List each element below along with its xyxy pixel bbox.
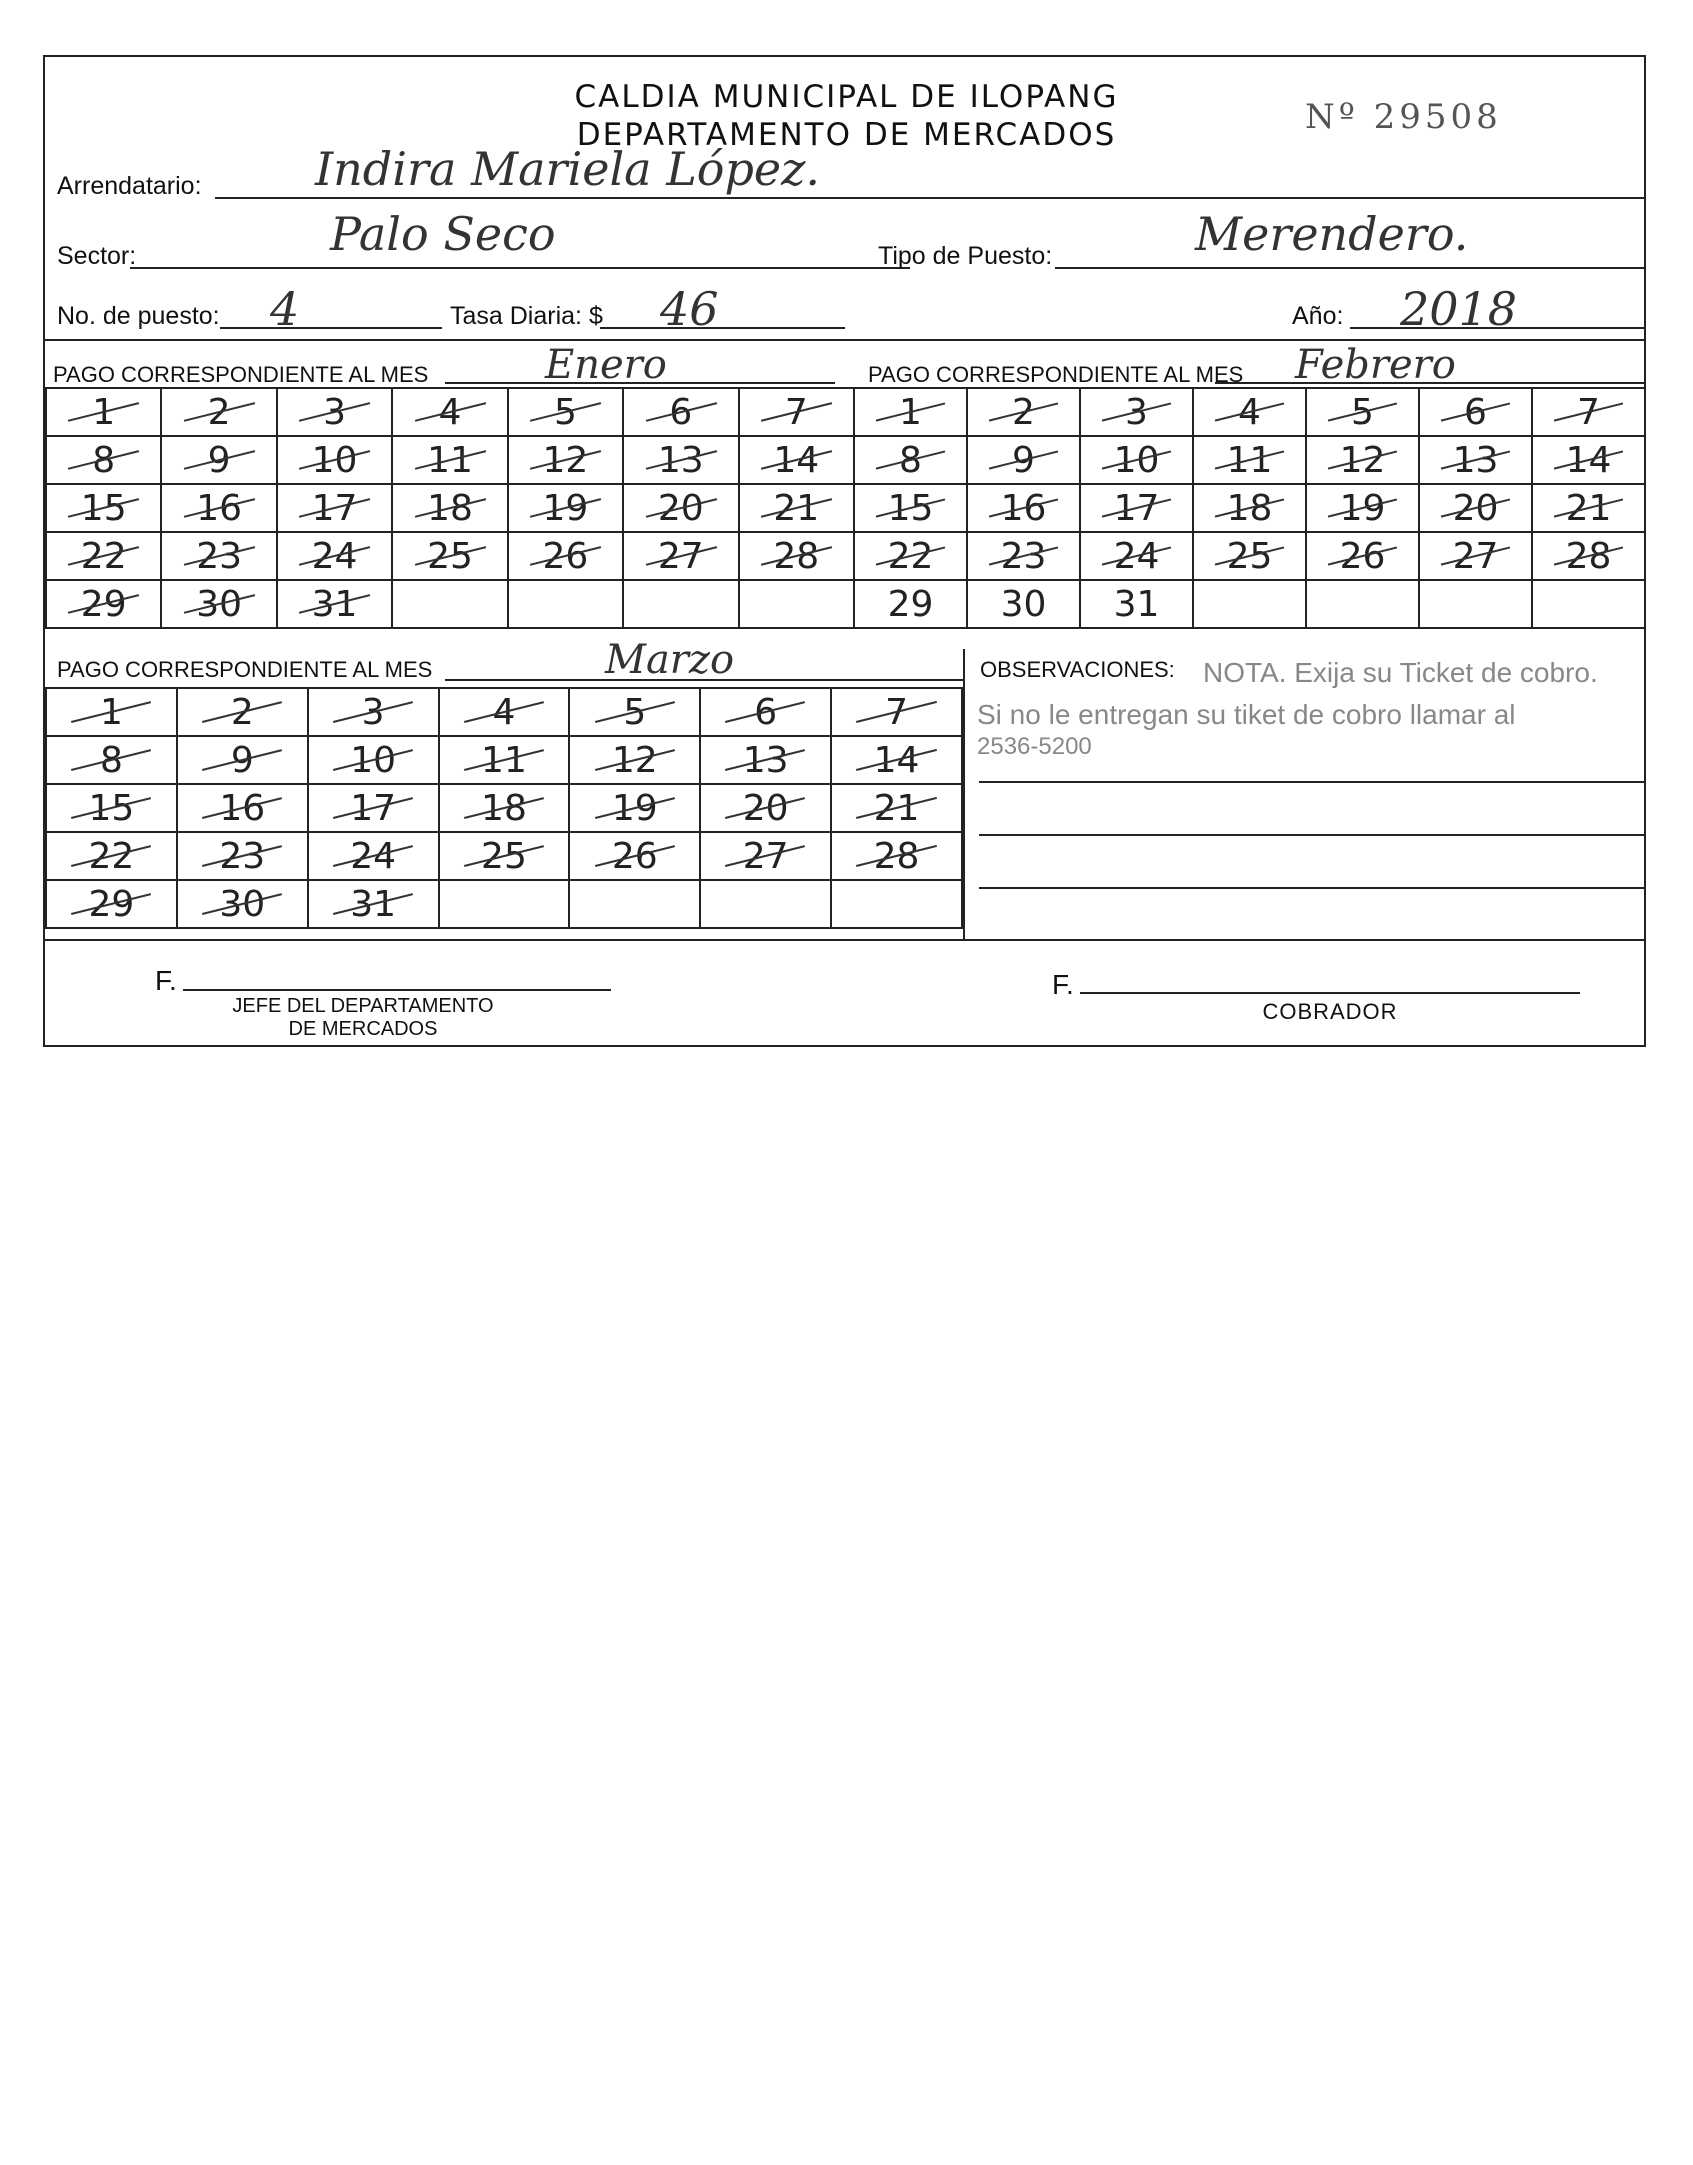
cobrador-label: COBRADOR <box>1262 999 1398 1024</box>
day-cell: 23 <box>967 532 1080 580</box>
day-cell: 14 <box>739 436 854 484</box>
day-cell: 10 <box>277 436 392 484</box>
jefe-label: JEFE DEL DEPARTAMENTO DE MERCADOS <box>232 995 494 1040</box>
day-cell: 18 <box>392 484 507 532</box>
cobrador-sign-line <box>1080 992 1580 994</box>
month1-label: PAGO CORRESPONDIENTE AL MES <box>53 362 429 387</box>
day-cell: 3 <box>308 688 439 736</box>
day-cell: 16 <box>177 784 308 832</box>
tasa-label: Tasa Diaria: $ <box>450 302 603 330</box>
day-cell: 30 <box>161 580 276 628</box>
day-cell: 16 <box>161 484 276 532</box>
day-cell: 21 <box>739 484 854 532</box>
day-cell: 25 <box>392 532 507 580</box>
day-cell: 6 <box>623 388 738 436</box>
jefe-f: F. <box>155 965 177 996</box>
day-cell: 14 <box>1532 436 1645 484</box>
day-cell: 7 <box>1532 388 1645 436</box>
grid-row <box>46 832 962 880</box>
day-cell <box>739 580 854 628</box>
day-cell: 1 <box>854 388 967 436</box>
day-cell: 5 <box>1306 388 1419 436</box>
divider <box>45 339 1645 341</box>
puesto-value: 4 <box>270 282 300 336</box>
day-cell: 13 <box>700 736 831 784</box>
puesto-label: No. de puesto: <box>57 302 220 330</box>
day-cell: 14 <box>831 736 962 784</box>
day-cell: 27 <box>623 532 738 580</box>
month3-grid <box>45 687 963 929</box>
puesto-line <box>220 327 442 329</box>
day-cell: 20 <box>1419 484 1532 532</box>
day-cell: 12 <box>569 736 700 784</box>
grid-row <box>854 532 1645 580</box>
day-cell: 17 <box>1080 484 1193 532</box>
day-cell <box>439 880 570 928</box>
day-cell <box>831 880 962 928</box>
day-cell: 28 <box>1532 532 1645 580</box>
day-cell: 17 <box>308 784 439 832</box>
day-cell: 8 <box>46 736 177 784</box>
day-cell: 11 <box>439 736 570 784</box>
day-cell: 25 <box>439 832 570 880</box>
day-cell: 1 <box>46 388 161 436</box>
day-cell <box>1306 580 1419 628</box>
day-cell: 7 <box>831 688 962 736</box>
day-cell: 24 <box>277 532 392 580</box>
day-cell: 23 <box>177 832 308 880</box>
day-cell <box>623 580 738 628</box>
day-cell <box>1532 580 1645 628</box>
tasa-value: 46 <box>660 282 719 336</box>
day-cell: 28 <box>739 532 854 580</box>
sector-label: Sector: <box>57 242 137 270</box>
grid-row <box>46 736 962 784</box>
grid-row <box>854 484 1645 532</box>
day-cell: 22 <box>46 832 177 880</box>
day-cell: 21 <box>831 784 962 832</box>
anio-value: 2018 <box>1400 282 1518 336</box>
day-cell: 17 <box>277 484 392 532</box>
day-cell: 3 <box>1080 388 1193 436</box>
note-ticket: NOTA. Exija su Ticket de cobro. <box>1203 657 1598 688</box>
arrendatario-label: Arrendatario: <box>57 172 202 200</box>
day-cell: 25 <box>1193 532 1306 580</box>
grid-row <box>854 580 1645 628</box>
month2-value: Febrero <box>1295 342 1456 388</box>
day-cell: 12 <box>508 436 623 484</box>
day-cell: 2 <box>177 688 308 736</box>
receipt-number: Nº 29508 <box>1305 97 1502 137</box>
day-cell: 18 <box>1193 484 1306 532</box>
tipo-value: Merendero. <box>1195 207 1469 261</box>
anio-label: Año: <box>1292 302 1344 330</box>
day-cell: 22 <box>46 532 161 580</box>
day-cell: 8 <box>854 436 967 484</box>
month2-label: PAGO CORRESPONDIENTE AL MES <box>868 362 1244 387</box>
day-cell: 5 <box>508 388 623 436</box>
jefe-sign-line <box>183 989 611 991</box>
day-cell: 13 <box>623 436 738 484</box>
day-cell: 29 <box>46 580 161 628</box>
tipo-label: Tipo de Puesto: <box>878 242 1053 270</box>
day-cell <box>392 580 507 628</box>
day-cell: 10 <box>1080 436 1193 484</box>
day-cell: 31 <box>1080 580 1193 628</box>
day-cell: 13 <box>1419 436 1532 484</box>
day-cell: 27 <box>1419 532 1532 580</box>
day-cell: 16 <box>967 484 1080 532</box>
day-cell: 10 <box>308 736 439 784</box>
grid-row <box>854 388 1645 436</box>
note-phone: 2536-5200 <box>977 733 1092 760</box>
day-cell: 30 <box>967 580 1080 628</box>
day-cell <box>700 880 831 928</box>
obs-line-1 <box>979 781 1645 783</box>
day-cell <box>508 580 623 628</box>
day-cell: 8 <box>46 436 161 484</box>
grid-row <box>46 388 854 436</box>
day-cell: 6 <box>700 688 831 736</box>
day-cell: 31 <box>308 880 439 928</box>
cobrador-f: F. <box>1052 969 1074 1000</box>
grid-row <box>46 880 962 928</box>
grid-row <box>46 436 854 484</box>
day-cell: 19 <box>508 484 623 532</box>
tasa-line <box>600 327 845 329</box>
month1-value: Enero <box>545 342 667 388</box>
day-cell: 2 <box>161 388 276 436</box>
day-cell <box>1419 580 1532 628</box>
day-cell: 18 <box>439 784 570 832</box>
obs-divider <box>963 649 965 939</box>
observaciones-label: OBSERVACIONES: <box>980 657 1175 682</box>
month1-grid <box>45 387 855 629</box>
day-cell <box>569 880 700 928</box>
day-cell: 26 <box>1306 532 1419 580</box>
municipality-title: CALDIA MUNICIPAL DE ILOPANG <box>574 79 1119 115</box>
day-cell: 21 <box>1532 484 1645 532</box>
day-cell: 12 <box>1306 436 1419 484</box>
grid-row <box>46 580 854 628</box>
day-cell: 24 <box>1080 532 1193 580</box>
sector-line <box>130 267 910 269</box>
footer-divider <box>45 939 1645 941</box>
day-cell: 2 <box>967 388 1080 436</box>
day-cell: 11 <box>1193 436 1306 484</box>
grid-row <box>854 436 1645 484</box>
grid-row <box>46 532 854 580</box>
day-cell: 24 <box>308 832 439 880</box>
day-cell: 23 <box>161 532 276 580</box>
day-cell: 26 <box>569 832 700 880</box>
note-call: Si no le entregan su tiket de cobro llamar al <box>977 699 1516 730</box>
day-cell: 30 <box>177 880 308 928</box>
day-cell: 5 <box>569 688 700 736</box>
day-cell: 31 <box>277 580 392 628</box>
month3-label: PAGO CORRESPONDIENTE AL MES <box>57 657 433 682</box>
arrendatario-line <box>215 197 1645 199</box>
month2-grid <box>853 387 1646 629</box>
obs-line-2 <box>979 834 1645 836</box>
day-cell: 9 <box>177 736 308 784</box>
day-cell: 4 <box>439 688 570 736</box>
day-cell: 26 <box>508 532 623 580</box>
payment-card <box>43 55 1646 1047</box>
obs-line-3 <box>979 887 1645 889</box>
day-cell: 7 <box>739 388 854 436</box>
day-cell: 1 <box>46 688 177 736</box>
grid-row <box>46 688 962 736</box>
day-cell: 15 <box>46 784 177 832</box>
grid-row <box>46 484 854 532</box>
arrendatario-value: Indira Mariela López. <box>315 142 820 196</box>
day-cell: 29 <box>854 580 967 628</box>
day-cell: 20 <box>700 784 831 832</box>
day-cell: 3 <box>277 388 392 436</box>
day-cell <box>1193 580 1306 628</box>
tipo-line <box>1055 267 1645 269</box>
day-cell: 4 <box>392 388 507 436</box>
day-cell: 28 <box>831 832 962 880</box>
day-cell: 6 <box>1419 388 1532 436</box>
sector-value: Palo Seco <box>330 207 556 261</box>
day-cell: 22 <box>854 532 967 580</box>
day-cell: 19 <box>569 784 700 832</box>
day-cell: 4 <box>1193 388 1306 436</box>
day-cell: 19 <box>1306 484 1419 532</box>
day-cell: 27 <box>700 832 831 880</box>
day-cell: 29 <box>46 880 177 928</box>
day-cell: 15 <box>46 484 161 532</box>
grid-row <box>46 784 962 832</box>
day-cell: 11 <box>392 436 507 484</box>
day-cell: 9 <box>161 436 276 484</box>
day-cell: 15 <box>854 484 967 532</box>
day-cell: 20 <box>623 484 738 532</box>
department-title: DEPARTAMENTO DE MERCADOS <box>576 117 1117 153</box>
day-cell: 9 <box>967 436 1080 484</box>
month3-value: Marzo <box>605 637 735 683</box>
